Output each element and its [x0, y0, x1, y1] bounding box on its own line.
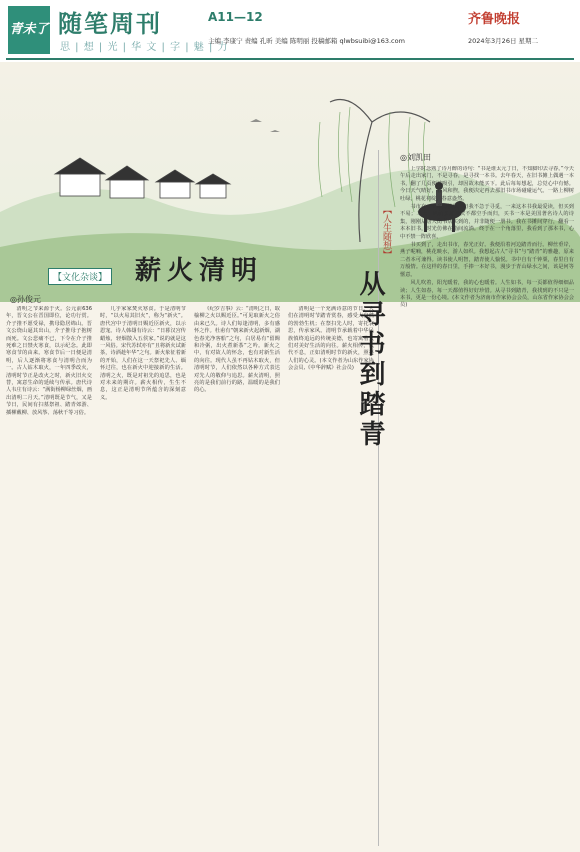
section-slogan: 思 | 想 | 光 | 华 文 | 字 | 魅 | 力: [60, 42, 229, 53]
right-article-body: [400, 166, 574, 846]
column-divider: [378, 150, 379, 846]
right-col4-text: 风儿吹着，阳光暖着，我的心也暖着。人生如书，每一页都值得细细品读；人生如春，每一天都值得好好珍惜。从寻书到踏青，我找到的不只是一本书，更是一份心境。(本文作者为济南市作家协会会员，山东省作家协会会员): [400, 280, 574, 309]
left-article-col3: [194, 306, 280, 846]
left-article-author: ◎孙俊元: [10, 295, 41, 304]
right-article-title: 从寻书到踏青: [355, 270, 385, 450]
newspaper-brand: 齐鲁晚报: [468, 12, 521, 27]
right-section-tag: 【人生随想】: [381, 205, 391, 259]
brand-logo: 青未了: [8, 6, 50, 54]
left-section-tag: 【文化杂谈】: [48, 268, 112, 285]
left-col3-text: 《纪岁吉事》云：“清明之日，取榆柳之火以赐近臣。”可见取新火之俗由来已久。诗人们每逢清明，多有感怀之作。杜甫有“朝来新火起新烟，湖色春光净客船”之句，白居易有“留餳和冷粥，出火煮新茶”之吟。新火之中，有对故人的怀念，也有对新生活的向往。现代人虽不再钻木取火，但清明时节，人们依然以各种方式表达对先人的敬仰与追思。薪火清明，照亮的是我们前行的路，温暖的是我们的心。: [194, 306, 280, 394]
left-article-col2: [100, 306, 186, 846]
right-col3-text: 书买到了，走出书市，春光正好。我便沿着河边踏青而行。柳丝垂岸，燕子呢喃，桃花映水，游人如织。我想起古人“寻书”与“踏青”的雅趣，原来二者本可兼得。读书使人明智，踏青使人愉悦。书中自有千钟粟，春里自有万般情。在这样的春日里，手捧一本好书，漫步于青山绿水之间，该是何等惬意。: [400, 242, 574, 278]
page-numbers: A11—12: [208, 10, 263, 24]
right-col2-text: 书市在一个多层楼里，但我不急于寻觅，一来这本书我最爱读，但买到不易；二来，从前去过几次不都空手而归，买书一本是美国著名诗人的诗集，刚刚从唐人街书店买到的，并非随便一册书。我在书摊间穿行，翻看一本本旧书，时光仿佛在指间流淌。终于在一个角落里，我看到了那本书，心中不禁一阵欣喜。: [400, 204, 574, 240]
section-title: 随笔周刊: [58, 10, 162, 38]
right-article-author: ◎刘凯田: [400, 153, 431, 162]
left-col2-text: 几乎家家焚火寒食。于是清明节时，“以火易其旧火”，称为“新火”。唐代宫中于清明日赐近臣新火，以示恩宠。诗人韩翃有诗云：“日暮汉宫传蜡烛，轻烟散入五侯家。”说的就是这一风俗。宋代苏轼亦有“且将新火试新茶，诗酒趁年华”之句。新火象征着新的开始，人们在这一天祭祀先人、缅怀过往，也在新火中迎接新的生活。清明之火，既是对祖先的追思，也是对未来的期许。薪火相传，生生不息，这正是清明节所蕴含的深刻意义。: [100, 306, 186, 401]
right-col1-text: 上学时念熟了诗月醉的诗句：“书是谁太元丁日，不知脚印去寻春。”今天午后走出家门，不是寻春，是寻找一本书。去年春天，在旧书摊上偶遇一本书，翻了几页便被吸引，却因故未能买下。此后每每想起，总觉心中有憾。今日天气晴好，春风和煦，我便决定再去那旧书市场碰碰运气。一路上柳树吐绿，桃花初绽，春意盎然。: [400, 166, 574, 202]
left-col1-text: 清明之节来源于火。公元前636年，晋文公在晋国即位，论功行赏。介子推不愿受禄，携母隐居绵山。晋文公烧山逼其出山，介子推母子抱树而死。文公悲痛不已，下令在介子推死难之日禁火寒食，以示纪念。此即寒食节的由来。寒食节后一日便是清明，后人逐渐将寒食与清明合而为一。古人钻木取火，一年四季改火，清明时节正是改火之时，新火旧火交替，寓意生命的延续与传承。唐代诗人韦庄有诗云：“满街杨柳绿丝烟，画出清明二月天。”清明既是节气，又是节日，民间有扫墓祭祖、踏青郊游、插柳戴柳、放风筝、荡秋千等习俗。: [6, 306, 92, 416]
header-rule: [6, 58, 574, 60]
left-article-title: 薪火清明: [135, 256, 264, 286]
editor-credits: 主编 李康宁 责编 孔昕 美编 陈明丽 投稿邮箱 qlwbsuibi@163.com: [208, 37, 405, 45]
issue-date: 2024年3月26日 星期二: [468, 37, 539, 45]
page-header: [0, 0, 580, 62]
left-article-col1: [6, 306, 92, 846]
left-col4-text: 清明是一个充满诗意的节日。人们在清明时节踏青赏春，感受大自然的勃勃生机；在祭扫先人时，寄托哀思，传承家风。清明节承载着中华民族慎终追远的传统美德，也寄寓着人们对美好生活的向往。薪火相传，代代不息，正如清明时节的新火，照亮人们的心灵。(本文作者为山东作家协会会员,《中华辞赋》社会员): [288, 306, 374, 372]
